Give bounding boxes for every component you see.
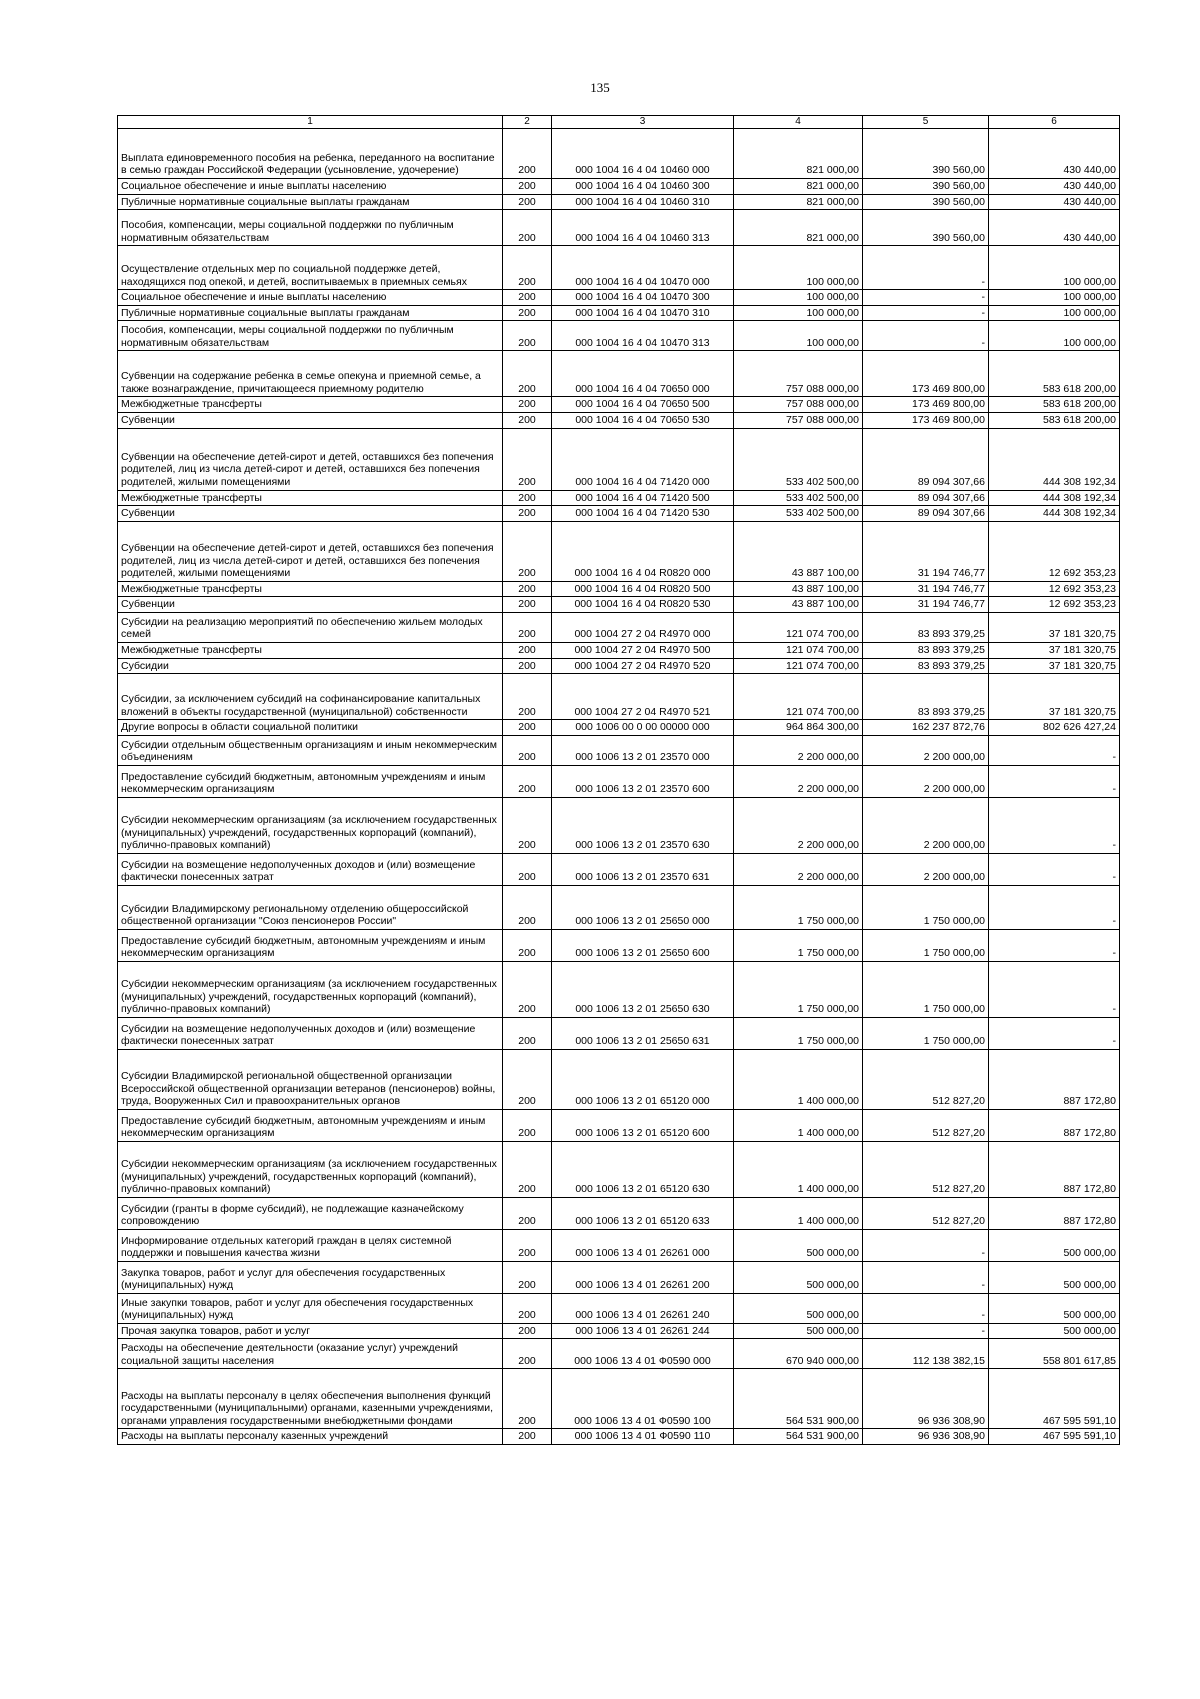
- row-value-executed: -: [863, 305, 989, 321]
- row-code: 200: [503, 194, 552, 210]
- row-kbk: 000 1004 16 4 04 71420 500: [552, 490, 734, 506]
- row-value-executed: 173 469 800,00: [863, 412, 989, 428]
- row-value-executed: 83 893 379,25: [863, 642, 989, 658]
- row-name: Субсидии на реализацию мероприятий по обеспечению жильем молодых семей: [118, 612, 503, 642]
- row-value-remaining: -: [989, 961, 1120, 1017]
- table-row: [118, 1197, 1120, 1229]
- row-kbk: 000 1006 13 2 01 23570 631: [552, 853, 734, 885]
- table-row: [118, 735, 1120, 765]
- table-body: [118, 129, 1120, 1445]
- row-kbk: 000 1004 16 4 04 70650 530: [552, 412, 734, 428]
- row-name: Субсидии некоммерческим организациям (за исключением государственных (муниципальных) учреждений, государственных корпораций (компаний), публично-правовых компаний): [118, 797, 503, 853]
- row-kbk: 000 1006 13 4 01 26261 240: [552, 1293, 734, 1323]
- row-value-remaining: 444 308 192,34: [989, 506, 1120, 522]
- row-name: Субсидии Владимирской региональной общественной организации Всероссийской общественной организации ветеранов (пенсионеров) войны, труда, Вооруженных Сил и правоохранительных органов: [118, 1049, 503, 1109]
- row-code: 200: [503, 210, 552, 246]
- row-code: 200: [503, 658, 552, 674]
- row-kbk: 000 1006 13 2 01 25650 600: [552, 929, 734, 961]
- row-value-executed: 512 827,20: [863, 1141, 989, 1197]
- row-name: Иные закупки товаров, работ и услуг для обеспечения государственных (муниципальных) нужд: [118, 1293, 503, 1323]
- table-row: [118, 412, 1120, 428]
- row-code: 200: [503, 581, 552, 597]
- table-row: [118, 597, 1120, 613]
- row-kbk: 000 1006 13 4 01 Ф0590 110: [552, 1429, 734, 1445]
- row-name: Предоставление субсидий бюджетным, автономным учреждениям и иным некоммерческим организациям: [118, 765, 503, 797]
- row-kbk: 000 1004 16 4 04 10460 313: [552, 210, 734, 246]
- row-code: 200: [503, 797, 552, 853]
- row-code: 200: [503, 1197, 552, 1229]
- row-code: 200: [503, 612, 552, 642]
- row-value-remaining: -: [989, 797, 1120, 853]
- row-value-executed: -: [863, 290, 989, 306]
- row-value-approved: 757 088 000,00: [734, 412, 863, 428]
- row-value-approved: 564 531 900,00: [734, 1429, 863, 1445]
- row-code: 200: [503, 597, 552, 613]
- row-name: Закупка товаров, работ и услуг для обеспечения государственных (муниципальных) нужд: [118, 1261, 503, 1293]
- row-value-approved: 757 088 000,00: [734, 397, 863, 413]
- row-kbk: 000 1006 13 4 01 Ф0590 000: [552, 1339, 734, 1369]
- row-value-approved: 121 074 700,00: [734, 612, 863, 642]
- table-row: [118, 765, 1120, 797]
- row-value-executed: 173 469 800,00: [863, 351, 989, 397]
- row-value-executed: 390 560,00: [863, 194, 989, 210]
- row-value-remaining: -: [989, 885, 1120, 929]
- row-name: Субсидии некоммерческим организациям (за исключением государственных (муниципальных) учреждений, государственных корпораций (компаний), публично-правовых компаний): [118, 1141, 503, 1197]
- row-value-remaining: -: [989, 735, 1120, 765]
- row-kbk: 000 1004 16 4 04 10460 000: [552, 129, 734, 179]
- row-code: 200: [503, 720, 552, 736]
- row-value-remaining: 444 308 192,34: [989, 490, 1120, 506]
- row-value-approved: 564 531 900,00: [734, 1369, 863, 1429]
- row-value-remaining: 887 172,80: [989, 1049, 1120, 1109]
- row-value-executed: -: [863, 1229, 989, 1261]
- row-name: Расходы на обеспечение деятельности (оказание услуг) учреждений социальной защиты населения: [118, 1339, 503, 1369]
- row-value-executed: -: [863, 321, 989, 351]
- row-value-executed: -: [863, 246, 989, 290]
- table-row: [118, 1017, 1120, 1049]
- row-value-executed: 2 200 000,00: [863, 797, 989, 853]
- row-value-approved: 670 940 000,00: [734, 1339, 863, 1369]
- row-value-executed: 390 560,00: [863, 210, 989, 246]
- table-row: [118, 1109, 1120, 1141]
- row-code: 200: [503, 1293, 552, 1323]
- row-value-executed: 89 094 307,66: [863, 490, 989, 506]
- row-value-executed: 31 194 746,77: [863, 521, 989, 581]
- table-row: [118, 642, 1120, 658]
- row-code: 200: [503, 1109, 552, 1141]
- column-header: 5: [863, 116, 989, 129]
- row-code: 200: [503, 246, 552, 290]
- row-value-executed: 31 194 746,77: [863, 581, 989, 597]
- row-value-approved: 2 200 000,00: [734, 765, 863, 797]
- row-value-remaining: 430 440,00: [989, 194, 1120, 210]
- row-kbk: 000 1004 27 2 04 R4970 000: [552, 612, 734, 642]
- table-row: [118, 797, 1120, 853]
- row-value-remaining: 583 618 200,00: [989, 351, 1120, 397]
- row-value-executed: 2 200 000,00: [863, 853, 989, 885]
- table-row: [118, 290, 1120, 306]
- column-header: 6: [989, 116, 1120, 129]
- row-kbk: 000 1006 13 4 01 26261 244: [552, 1323, 734, 1339]
- table-row: [118, 1339, 1120, 1369]
- table-row: [118, 853, 1120, 885]
- row-value-executed: 31 194 746,77: [863, 597, 989, 613]
- row-value-executed: -: [863, 1293, 989, 1323]
- row-value-remaining: 802 626 427,24: [989, 720, 1120, 736]
- row-value-remaining: -: [989, 1017, 1120, 1049]
- table-row: [118, 885, 1120, 929]
- row-name: Социальное обеспечение и иные выплаты населению: [118, 179, 503, 195]
- table-row: [118, 210, 1120, 246]
- row-code: 200: [503, 179, 552, 195]
- row-name: Расходы на выплаты персоналу казенных учреждений: [118, 1429, 503, 1445]
- row-value-approved: 500 000,00: [734, 1229, 863, 1261]
- row-name: Публичные нормативные социальные выплаты гражданам: [118, 305, 503, 321]
- row-kbk: 000 1004 16 4 04 10470 310: [552, 305, 734, 321]
- row-value-approved: 533 402 500,00: [734, 428, 863, 490]
- row-name: Субсидии на возмещение недополученных доходов и (или) возмещение фактически понесенных затрат: [118, 1017, 503, 1049]
- table-row: [118, 179, 1120, 195]
- row-name: Субвенции на содержание ребенка в семье опекуна и приемной семье, а также вознаграждение, причитающееся приемному родителю: [118, 351, 503, 397]
- row-name: Субвенции на обеспечение детей-сирот и детей, оставшихся без попечения родителей, лиц из числа детей-сирот и детей, оставшихся без попечения родителей, жилыми помещениями: [118, 521, 503, 581]
- row-value-approved: 821 000,00: [734, 210, 863, 246]
- row-value-remaining: 100 000,00: [989, 246, 1120, 290]
- row-name: Социальное обеспечение и иные выплаты населению: [118, 290, 503, 306]
- row-kbk: 000 1006 13 2 01 65120 633: [552, 1197, 734, 1229]
- row-value-approved: 100 000,00: [734, 305, 863, 321]
- row-value-remaining: 467 595 591,10: [989, 1369, 1120, 1429]
- row-value-executed: 1 750 000,00: [863, 929, 989, 961]
- row-kbk: 000 1004 27 2 04 R4970 521: [552, 674, 734, 720]
- row-kbk: 000 1004 16 4 04 10470 313: [552, 321, 734, 351]
- row-kbk: 000 1004 16 4 04 71420 530: [552, 506, 734, 522]
- row-value-approved: 757 088 000,00: [734, 351, 863, 397]
- row-kbk: 000 1006 13 2 01 65120 630: [552, 1141, 734, 1197]
- row-value-executed: 390 560,00: [863, 129, 989, 179]
- row-name: Другие вопросы в области социальной политики: [118, 720, 503, 736]
- row-value-executed: 1 750 000,00: [863, 1017, 989, 1049]
- row-value-approved: 1 400 000,00: [734, 1141, 863, 1197]
- table-row: [118, 1369, 1120, 1429]
- row-name: Расходы на выплаты персоналу в целях обеспечения выполнения функций государственными (муниципальными) органами, казенными учреждениями, органами управления государственными внебюджетными фондами: [118, 1369, 503, 1429]
- row-value-approved: 1 400 000,00: [734, 1109, 863, 1141]
- row-value-approved: 121 074 700,00: [734, 674, 863, 720]
- row-value-approved: 121 074 700,00: [734, 642, 863, 658]
- row-name: Прочая закупка товаров, работ и услуг: [118, 1323, 503, 1339]
- row-name: Субсидии некоммерческим организациям (за исключением государственных (муниципальных) учреждений, государственных корпораций (компаний), публично-правовых компаний): [118, 961, 503, 1017]
- row-code: 200: [503, 1339, 552, 1369]
- row-value-approved: 1 400 000,00: [734, 1197, 863, 1229]
- row-name: Субсидии (гранты в форме субсидий), не подлежащие казначейскому сопровождению: [118, 1197, 503, 1229]
- row-name: Осуществление отдельных мер по социальной поддержке детей, находящихся под опекой, и детей, воспитываемых в приемных семьях: [118, 246, 503, 290]
- row-name: Пособия, компенсации, меры социальной поддержки по публичным нормативным обязательствам: [118, 321, 503, 351]
- row-name: Субсидии отдельным общественным организациям и иным некоммерческим объединениям: [118, 735, 503, 765]
- table-row: [118, 929, 1120, 961]
- table-row: [118, 1429, 1120, 1445]
- row-value-remaining: 37 181 320,75: [989, 612, 1120, 642]
- row-value-remaining: 430 440,00: [989, 210, 1120, 246]
- row-value-executed: 83 893 379,25: [863, 658, 989, 674]
- row-value-remaining: 444 308 192,34: [989, 428, 1120, 490]
- row-value-remaining: 500 000,00: [989, 1323, 1120, 1339]
- column-header: 3: [552, 116, 734, 129]
- row-code: 200: [503, 674, 552, 720]
- row-code: 200: [503, 321, 552, 351]
- row-name: Пособия, компенсации, меры социальной поддержки по публичным нормативным обязательствам: [118, 210, 503, 246]
- row-code: 200: [503, 1017, 552, 1049]
- row-value-remaining: 500 000,00: [989, 1229, 1120, 1261]
- row-code: 200: [503, 1429, 552, 1445]
- row-value-remaining: 558 801 617,85: [989, 1339, 1120, 1369]
- page-number: 135: [590, 80, 610, 95]
- row-value-remaining: 12 692 353,23: [989, 581, 1120, 597]
- row-code: 200: [503, 521, 552, 581]
- row-kbk: 000 1004 27 2 04 R4970 520: [552, 658, 734, 674]
- row-value-remaining: -: [989, 853, 1120, 885]
- row-code: 200: [503, 853, 552, 885]
- row-kbk: 000 1004 16 4 04 10460 310: [552, 194, 734, 210]
- row-value-approved: 821 000,00: [734, 179, 863, 195]
- row-code: 200: [503, 765, 552, 797]
- row-name: Публичные нормативные социальные выплаты гражданам: [118, 194, 503, 210]
- row-value-remaining: 887 172,80: [989, 1197, 1120, 1229]
- row-code: 200: [503, 351, 552, 397]
- row-name: Субвенции: [118, 597, 503, 613]
- table-row: [118, 674, 1120, 720]
- row-value-executed: 162 237 872,76: [863, 720, 989, 736]
- row-value-approved: 1 750 000,00: [734, 929, 863, 961]
- row-value-executed: 2 200 000,00: [863, 735, 989, 765]
- column-header: 4: [734, 116, 863, 129]
- row-value-approved: 43 887 100,00: [734, 521, 863, 581]
- row-value-executed: 112 138 382,15: [863, 1339, 989, 1369]
- row-kbk: 000 1004 16 4 04 70650 000: [552, 351, 734, 397]
- table-row: [118, 129, 1120, 179]
- row-value-executed: 83 893 379,25: [863, 612, 989, 642]
- row-value-remaining: 430 440,00: [989, 129, 1120, 179]
- row-value-approved: 821 000,00: [734, 194, 863, 210]
- row-value-executed: -: [863, 1323, 989, 1339]
- row-value-approved: 821 000,00: [734, 129, 863, 179]
- row-value-remaining: 12 692 353,23: [989, 521, 1120, 581]
- table-row: [118, 305, 1120, 321]
- row-kbk: 000 1006 13 4 01 26261 200: [552, 1261, 734, 1293]
- row-kbk: 000 1006 13 2 01 23570 000: [552, 735, 734, 765]
- row-kbk: 000 1004 16 4 04 R0820 530: [552, 597, 734, 613]
- row-value-remaining: 12 692 353,23: [989, 597, 1120, 613]
- row-code: 200: [503, 305, 552, 321]
- row-value-remaining: 100 000,00: [989, 290, 1120, 306]
- row-value-remaining: 100 000,00: [989, 321, 1120, 351]
- column-header: 2: [503, 116, 552, 129]
- row-value-executed: 1 750 000,00: [863, 961, 989, 1017]
- row-code: 200: [503, 735, 552, 765]
- row-code: 200: [503, 642, 552, 658]
- row-kbk: 000 1004 16 4 04 R0820 500: [552, 581, 734, 597]
- row-code: 200: [503, 397, 552, 413]
- row-value-executed: 512 827,20: [863, 1197, 989, 1229]
- row-kbk: 000 1006 13 2 01 65120 600: [552, 1109, 734, 1141]
- table-row: [118, 612, 1120, 642]
- row-name: Субвенции: [118, 506, 503, 522]
- row-value-executed: 2 200 000,00: [863, 765, 989, 797]
- row-value-executed: 89 094 307,66: [863, 428, 989, 490]
- row-code: 200: [503, 290, 552, 306]
- row-code: 200: [503, 1261, 552, 1293]
- row-kbk: 000 1004 16 4 04 71420 000: [552, 428, 734, 490]
- row-value-approved: 1 750 000,00: [734, 1017, 863, 1049]
- row-value-approved: 43 887 100,00: [734, 581, 863, 597]
- row-value-remaining: 500 000,00: [989, 1293, 1120, 1323]
- row-value-remaining: 37 181 320,75: [989, 658, 1120, 674]
- row-value-approved: 2 200 000,00: [734, 853, 863, 885]
- row-value-approved: 500 000,00: [734, 1261, 863, 1293]
- row-value-approved: 100 000,00: [734, 321, 863, 351]
- row-kbk: 000 1006 13 2 01 25650 630: [552, 961, 734, 1017]
- row-value-approved: 533 402 500,00: [734, 506, 863, 522]
- table-row: [118, 428, 1120, 490]
- table-row: [118, 506, 1120, 522]
- row-name: Субсидии Владимирскому региональному отделению общероссийской общественной организации "Союз пенсионеров России": [118, 885, 503, 929]
- row-kbk: 000 1004 27 2 04 R4970 500: [552, 642, 734, 658]
- column-header: 1: [118, 116, 503, 129]
- budget-table: [117, 115, 1120, 1445]
- row-value-executed: 512 827,20: [863, 1049, 989, 1109]
- row-value-executed: 512 827,20: [863, 1109, 989, 1141]
- row-name: Субсидии: [118, 658, 503, 674]
- row-code: 200: [503, 1229, 552, 1261]
- row-kbk: 000 1006 13 4 01 26261 000: [552, 1229, 734, 1261]
- row-kbk: 000 1006 13 4 01 Ф0590 100: [552, 1369, 734, 1429]
- row-value-approved: 2 200 000,00: [734, 797, 863, 853]
- table-row: [118, 1261, 1120, 1293]
- row-name: Субсидии, за исключением субсидий на софинансирование капитальных вложений в объекты государственной (муниципальной) собственности: [118, 674, 503, 720]
- row-value-remaining: 37 181 320,75: [989, 674, 1120, 720]
- row-value-remaining: -: [989, 765, 1120, 797]
- row-value-executed: 96 936 308,90: [863, 1429, 989, 1445]
- row-value-remaining: 887 172,80: [989, 1109, 1120, 1141]
- row-code: 200: [503, 506, 552, 522]
- row-kbk: 000 1006 13 2 01 25650 000: [552, 885, 734, 929]
- row-value-executed: 390 560,00: [863, 179, 989, 195]
- row-value-approved: 43 887 100,00: [734, 597, 863, 613]
- row-code: 200: [503, 961, 552, 1017]
- row-code: 200: [503, 490, 552, 506]
- row-kbk: 000 1006 13 2 01 25650 631: [552, 1017, 734, 1049]
- row-value-executed: -: [863, 1261, 989, 1293]
- table-row: [118, 581, 1120, 597]
- table-row: [118, 490, 1120, 506]
- row-value-approved: 500 000,00: [734, 1323, 863, 1339]
- table-row: [118, 720, 1120, 736]
- row-value-approved: 1 400 000,00: [734, 1049, 863, 1109]
- row-value-executed: 89 094 307,66: [863, 506, 989, 522]
- row-name: Межбюджетные трансферты: [118, 642, 503, 658]
- row-name: Межбюджетные трансферты: [118, 581, 503, 597]
- row-value-remaining: 583 618 200,00: [989, 397, 1120, 413]
- table-row: [118, 194, 1120, 210]
- row-name: Выплата единовременного пособия на ребенка, переданного на воспитание в семью граждан Российской Федерации (усыновление, удочерение): [118, 129, 503, 179]
- row-name: Субсидии на возмещение недополученных доходов и (или) возмещение фактически понесенных затрат: [118, 853, 503, 885]
- table-row: [118, 961, 1120, 1017]
- row-kbk: 000 1004 16 4 04 R0820 000: [552, 521, 734, 581]
- table-row: [118, 1293, 1120, 1323]
- row-value-remaining: -: [989, 929, 1120, 961]
- row-kbk: 000 1004 16 4 04 10470 300: [552, 290, 734, 306]
- row-code: 200: [503, 129, 552, 179]
- table-row: [118, 1229, 1120, 1261]
- row-value-approved: 121 074 700,00: [734, 658, 863, 674]
- row-name: Предоставление субсидий бюджетным, автономным учреждениям и иным некоммерческим организациям: [118, 929, 503, 961]
- row-code: 200: [503, 1141, 552, 1197]
- row-code: 200: [503, 428, 552, 490]
- row-value-approved: 2 200 000,00: [734, 735, 863, 765]
- row-value-remaining: 430 440,00: [989, 179, 1120, 195]
- table-row: [118, 1141, 1120, 1197]
- row-value-executed: 173 469 800,00: [863, 397, 989, 413]
- row-value-remaining: 100 000,00: [989, 305, 1120, 321]
- row-value-remaining: 467 595 591,10: [989, 1429, 1120, 1445]
- row-kbk: 000 1006 13 2 01 65120 000: [552, 1049, 734, 1109]
- row-kbk: 000 1006 13 2 01 23570 630: [552, 797, 734, 853]
- row-code: 200: [503, 412, 552, 428]
- row-name: Субвенции на обеспечение детей-сирот и детей, оставшихся без попечения родителей, лиц из числа детей-сирот и детей, оставшихся без попечения родителей, жилыми помещениями: [118, 428, 503, 490]
- table-row: [118, 658, 1120, 674]
- row-code: 200: [503, 929, 552, 961]
- row-kbk: 000 1004 16 4 04 10460 300: [552, 179, 734, 195]
- row-value-executed: 96 936 308,90: [863, 1369, 989, 1429]
- row-name: Информирование отдельных категорий граждан в целях системной поддержки и повышения качества жизни: [118, 1229, 503, 1261]
- row-value-approved: 500 000,00: [734, 1293, 863, 1323]
- row-name: Межбюджетные трансферты: [118, 397, 503, 413]
- table-row: [118, 246, 1120, 290]
- row-value-approved: 1 750 000,00: [734, 885, 863, 929]
- row-value-remaining: 887 172,80: [989, 1141, 1120, 1197]
- table-row: [118, 321, 1120, 351]
- table-row: [118, 521, 1120, 581]
- row-code: 200: [503, 1369, 552, 1429]
- row-value-approved: 100 000,00: [734, 290, 863, 306]
- table-row: [118, 397, 1120, 413]
- row-name: Субвенции: [118, 412, 503, 428]
- row-value-approved: 533 402 500,00: [734, 490, 863, 506]
- table-row: [118, 1323, 1120, 1339]
- row-value-approved: 1 750 000,00: [734, 961, 863, 1017]
- row-value-approved: 100 000,00: [734, 246, 863, 290]
- row-kbk: 000 1004 16 4 04 10470 000: [552, 246, 734, 290]
- row-code: 200: [503, 885, 552, 929]
- row-kbk: 000 1004 16 4 04 70650 500: [552, 397, 734, 413]
- row-name: Предоставление субсидий бюджетным, автономным учреждениям и иным некоммерческим организациям: [118, 1109, 503, 1141]
- row-value-remaining: 500 000,00: [989, 1261, 1120, 1293]
- row-value-remaining: 37 181 320,75: [989, 642, 1120, 658]
- row-value-executed: 1 750 000,00: [863, 885, 989, 929]
- row-code: 200: [503, 1323, 552, 1339]
- table-row: [118, 1049, 1120, 1109]
- row-kbk: 000 1006 00 0 00 00000 000: [552, 720, 734, 736]
- table-row: [118, 351, 1120, 397]
- row-kbk: 000 1006 13 2 01 23570 600: [552, 765, 734, 797]
- row-value-approved: 964 864 300,00: [734, 720, 863, 736]
- row-value-remaining: 583 618 200,00: [989, 412, 1120, 428]
- row-name: Межбюджетные трансферты: [118, 490, 503, 506]
- header-row: [118, 116, 1120, 129]
- row-value-executed: 83 893 379,25: [863, 674, 989, 720]
- row-code: 200: [503, 1049, 552, 1109]
